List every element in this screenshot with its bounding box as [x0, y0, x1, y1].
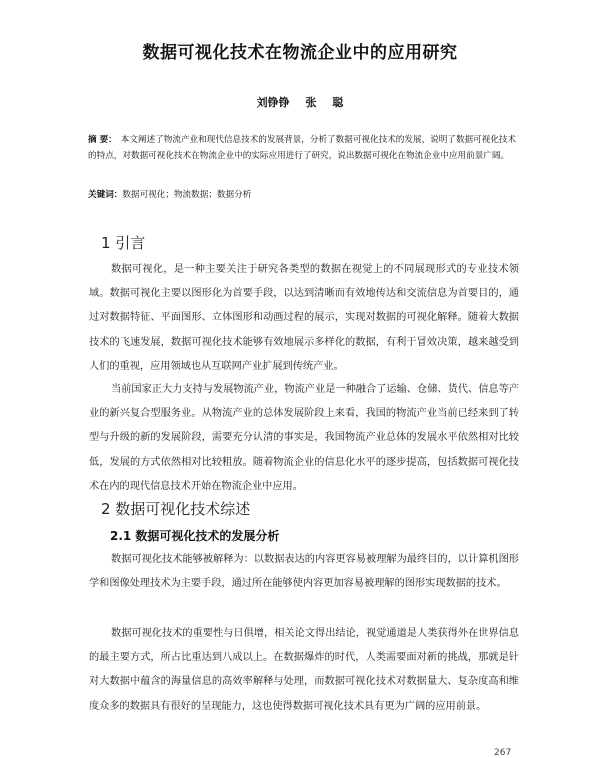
keywords-label: 关键词：: [88, 190, 123, 200]
authors: 刘铮铮 张 聪: [256, 96, 344, 109]
keywords: [88, 188, 520, 202]
section-2-1-heading: 2.1 数据可视化技术的发展分析: [110, 529, 280, 543]
section-1-paragraph-1: 数据可视化，是一种主要关注于研究各类型的数据在视觉上的不同展现形式的专业技术领域。数据可视化主要以图形化为首要手段，以达到清晰而有效地传达和交流信息为首要目的，通过对数据特征、平面图形、立体图形和动画过程的展示，实现对数据的可视化解释。随着大数据技术的飞速发展，数据可视化技术能够有效地展示多样化的数据，有利于冒效决策，越来越受到人们的重视，应用领域也从互联网产业扩展到传统产业。: [89, 264, 519, 372]
abstract: [88, 132, 520, 164]
page-number: 267: [494, 748, 512, 758]
abstract-label: 摘 要：: [88, 135, 117, 145]
paper-title: 数据可视化技术在物流企业中的应用研究: [142, 43, 458, 63]
section-1-heading: 1 引言: [101, 234, 146, 252]
keywords-text: 数据可视化；物流数据；数据分析: [122, 190, 252, 200]
section-2-paragraph-2: 数据可视化技术的重要性与日俱增，相关论文得出结论，视觉通道是人类获得外在世界信息的最主要方式，所占比重达到八成以上。在数据爆炸的时代，人类需要面对新的挑战，那就是针对大数据中蕴含的海量信息的高效率解释与处理，而数据可视化技术对数据量大、复杂度高和维度众多的数据具有很好的呈现能力，这也使得数据可视化技术具有更为广阔的应用前景。: [89, 628, 519, 712]
section-2-heading: 2 数据可视化技术综述: [101, 500, 251, 518]
section-2-paragraph-1: 数据可视化技术能够被解释为：以数据表达的内容更容易被理解为最终目的，以计算机图形学和图像处理技术为主要手段，通过所在能够使内容更加容易被理解的图形实现数据的技术。: [89, 554, 519, 590]
section-1-paragraph-2: 当前国家正大力支持与发展物流产业，物流产业是一种融合了运输、仓储、货代、信息等产业的新兴复合型服务业。从物流产业的总体发展阶段上来看，我国的物流产业当前已经来到了转型与升级的新的发展阶段，需要充分认清的事实是，我国物流产业总体的发展水平依然相对比较低，发展的方式依然相对比较粗放。随着物流企业的信息化水平的逐步提高，包括数据可视化技术在内的现代信息技术开始在物流企业中应用。: [89, 384, 519, 492]
abstract-text: 本文阐述了物流产业和现代信息技术的发展背景，分析了数据可视化技术的发展，说明了数据可视化技术的特点，对数据可视化技术在物流企业中的实际应用进行了研究，说出数据可视化在物流企业中应用前景广阔。: [88, 135, 517, 161]
